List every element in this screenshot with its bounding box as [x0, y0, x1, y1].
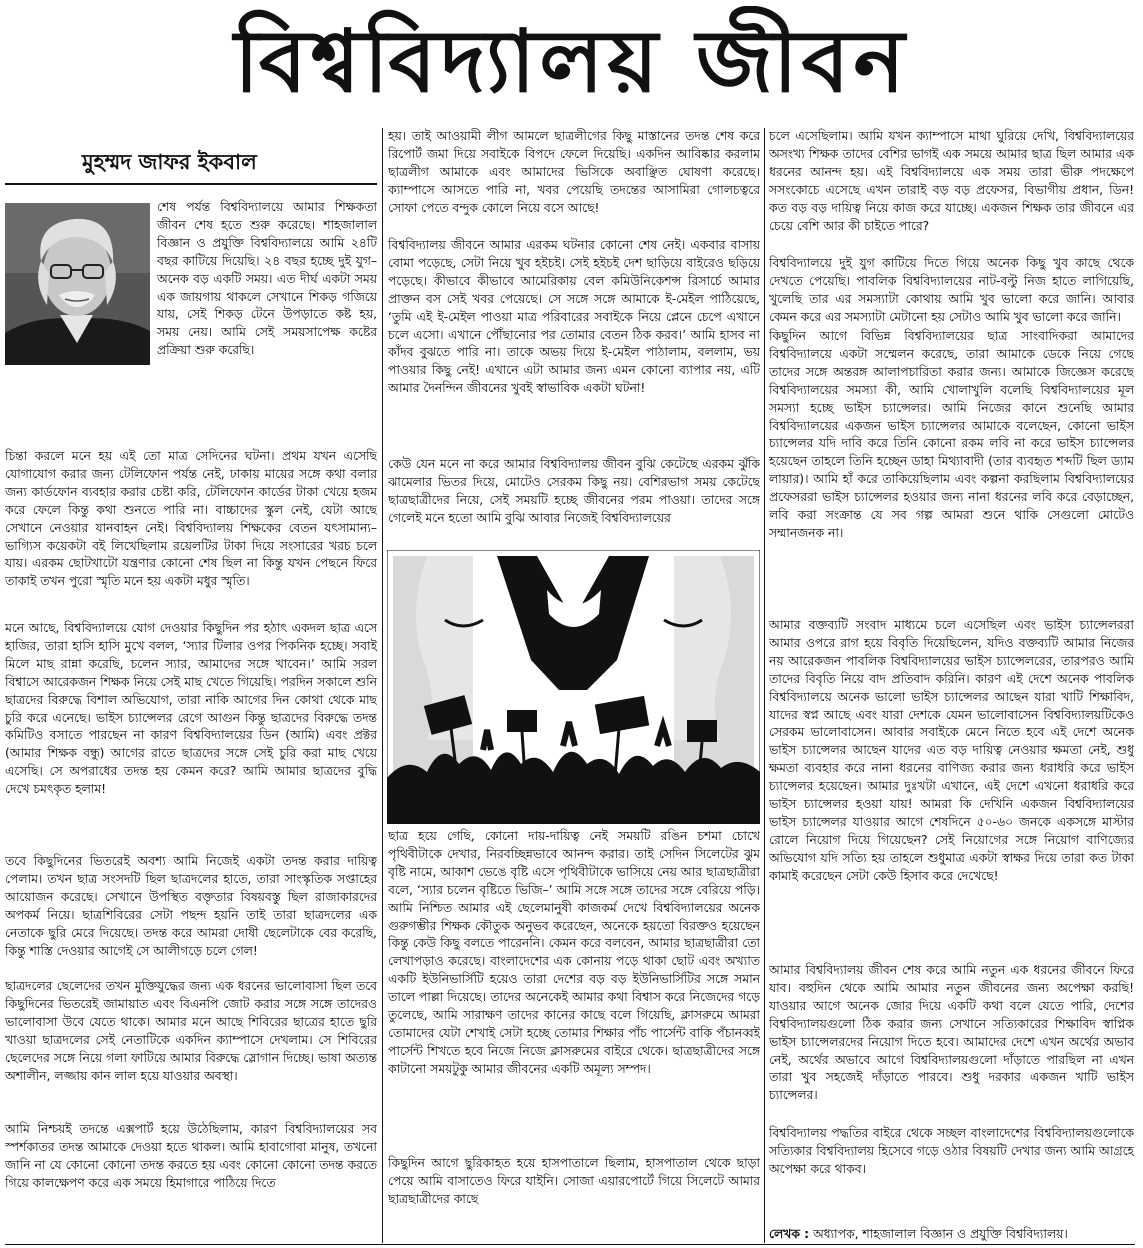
col1-paragraph-2: মনে আছে, বিশ্ববিদ্যালয়ে যোগ দেওয়ার কিছুদিন পর হঠাৎ একদল ছাত্র এসে হাজির, তারা হাসি হাসি মুখে বলল, ‘স্যার টিলার ওপর পিকনিক হচ্ছে। সবাই মিলে মাছ রান্না করেছি, চলেন স্যার, আমাদের সঙ্গে খাবেন।’ আমি সরল বিশ্বাসে আরেকজন শিক্ষক নিয়ে সেই মাছ খেতে গিয়েছি। পরদিন সকালে শুনি ছাত্রদের বিরুদ্ধে বিশাল অভিযোগ, তারা নাকি আগের দিন কোথা থেকে মাছ চুরি করে এনেছে। ভাইস চ্যান্সেলর রেগে আগুন কিন্তু ছাত্রদের বিরুদ্ধে তদন্ত কমিটিও বসাতে পারছেন না কারণ বিশ্ববিদ্যালয়ের ডিন (আমি) এবং প্রক্টর (আমার শিক্ষক বন্ধু) আগের রাতে ছাত্রদের সঙ্গে সেই চুরি করা মাছ খেয়ে এসেছি। সে অপরাধের তদন্ত হয় কেমন করে? আমি আমার ছাত্রদের বুদ্ধি দেখে চমৎকৃত হলাম!: [5, 621, 377, 797]
col1-paragraph-5: আমি নিশ্চয়ই তদন্তে এক্সপার্ট হয়ে উঠেছিলাম, কারণ বিশ্ববিদ্যালয়ের সব স্পর্শকাতর তদন্ত আমাকে দেওয়া হতে থাকল। আমি হাবাগোবা মানুষ, তখনো জানি না যে কোনো কোনো তদন্ত করতে হয় এবং কোনো কোনো তদন্ত করতে গিয়ে কালক্ষেপণ করে এক সময়ে হিমাগারে পাঠিয়ে দিতে: [5, 1122, 377, 1190]
column-divider-2: [764, 128, 765, 1243]
col2-paragraph-1: হয়। তাই আওয়ামী লীগ আমলে ছাত্রলীগের কিছু মাস্তানের তদন্ত শেষ করে রিপোর্ট জমা দিয়ে সবাইকে বিপদে ফেলে দিয়েছি। একদিন আবিষ্কার করলাম ছাত্রলীগ আমাকে এবং আমাদের ভিসিকে অবাঞ্ছিত ঘোষণা করেছে। ক্যাম্পাসে আসতে পারি না, খবর পেয়েছি তদন্তের আসামিরা গোলচত্বরে সোফা পেতে বন্দুক কোলে নিয়ে বসে আছে!: [388, 129, 760, 215]
col1-paragraph-3: তবে কিছুদিনের ভিতরেই অবশ্য আমি নিজেই একটা তদন্ত করার দায়িত্ব পেলাম। তখন ছাত্র সংসদটি ছিল ছাত্রদলের হাতে, তারা সাংস্কৃতিক সপ্তাহের আয়োজন করেছে। সেখানে উপস্থিত বক্তৃতার বিষয়বস্তু ছিল রাজাকারদের অপকর্ম নিয়ে। ছাত্রশিবিরের সেটা পছন্দ হয়নি তাই তারা ছাত্রদলের এক নেতাকে ছুরি মেরে দিয়েছে। তদন্ত করে আমরা দোষী ছেলেটাকে বের করেছি, কিন্তু শাস্তি দেওয়ার আগেই সে আলীগড়ে চলে গেল!: [5, 854, 377, 958]
col1-intro-paragraph: শেষ পর্যন্ত বিশ্ববিদ্যালয়ে আমার শিক্ষকতা জীবন শেষ হতে শুরু করেছে। শাহজালাল বিজ্ঞান ও প্রযুক্তি বিশ্ববিদ্যালয়ে আমি ২৪টি বছর কাটিয়ে দিয়েছি। ২৪ বছর হচ্ছে দুই যুগ– অনেক বড় একটি সময়। এত দীর্ঘ একটা সময় এক জায়গায় থাকলে সেখানে শিকড় গজিয়ে যায়, সেই শিকড় টেনে উপড়াতে কষ্ট হয়, সময় নেয়। আমি সেই সময়সাপেক্ষ কষ্টের প্রক্রিয়া শুরু করেছি।: [157, 200, 377, 358]
byline: মুহম্মদ জাফর ইকবাল: [82, 149, 257, 174]
col2-paragraph-2: বিশ্ববিদ্যালয় জীবনে আমার এরকম ঘটনার কোনো শেষ নেই। একবার বাসায় বোমা পড়েছে, সেটা নিয়ে খুব হইচই। সেই হইচই দেশ ছাড়িয়ে বাইরেও ছড়িয়ে পড়েছে। কীভাবে কীভাবে আমেরিকায় বেল কমিউনিকেশন্স রিসার্চে আমার প্রাক্তন বস সেই খবর পেয়েছে। সে সঙ্গে সঙ্গে আমাকে ই-মেইল পাঠিয়েছে, ‘তুমি এই ই-মেইল পাওয়া মাত্র পরিবারের সবাইকে নিয়ে প্লেনে চেপে এখানে চলে এসো। এখানে পৌঁছানোর পর তোমার বেতন ঠিক করব।’ আমি হাসব না কাঁদব বুঝতে পারি না। তাকে অভয় দিয়ে ই-মেইল পাঠালাম, বললাম, ভয় পাওয়ার কিছু নেই! এখানে এটা আমার জন্য এমন কোনো ব্যাপার নয়, এটি আমার দৈনন্দিন জীবনের খুবই স্বাভাবিক একটা ঘটনা!: [388, 238, 760, 396]
author-note-label: লেখক :: [769, 1227, 810, 1241]
author-note-text: অধ্যাপক, শাহজালাল বিজ্ঞান ও প্রযুক্তি বিশ্ববিদ্যালয়।: [812, 1227, 1068, 1241]
headline: বিশ্ববিদ্যালয় জীবন: [234, 11, 909, 112]
col3-paragraph-1: চলে এসেছিলাম। আমি যখন ক্যাম্পাসে মাথা ঘুরিয়ে দেখি, বিশ্ববিদ্যালয়ের অসংখ্য শিক্ষক তাদের বেশির ভাগই এক সময়ে আমার ছাত্র ছিল আমার এক ধরনের আনন্দ হয়। এই বিশ্ববিদ্যালয়ে এক সময় তারা ভীরু পদক্ষেপে সসংকোচে এসেছে এখন তারাই বড় বড় প্রফেসর, বিভাগীয় প্রধান, ডিন! কত বড় বড় দায়িত্ব নিয়ে কাজ করে যাচ্ছে। একজন শিক্ষক তার জীবনে এর চেয়ে বেশি আর কী চাইতে পারে?: [769, 129, 1134, 233]
col3-paragraph-5: আমার বিশ্ববিদ্যালয় জীবন শেষ করে আমি নতুন এক ধরনের জীবনে ফিরে যাব। বহুদিন থেকে আমি আমার নতুন জীবনের জন্য অপেক্ষা করছি! যাওয়ার আগে অনেক জোর দিয়ে একটি কথা বলে যেতে পারি, দেশের বিশ্ববিদ্যালয়গুলো ঠিক করার জন্য সেখানে সত্যিকারের শিক্ষাবিদ স্বাপ্নিক ভাইস চ্যান্সেলরদের নিয়োগ দিতে হবে। আমাদের দেশে এখন অর্থের অভাব নেই, অর্থের অভাবে আগে বিশ্ববিদ্যালয়গুলো দাঁড়াতে পারছিল না এখন তারা খুব সহজেই দাঁড়াতে পারবে। শুধু দরকার একজন খাটি ভাইস চ্যান্সেলর।: [769, 963, 1134, 1103]
col3-paragraph-3: কিছুদিন আগে বিভিন্ন বিশ্ববিদ্যালয়ের ছাত্র সাংবাদিকরা আমাদের বিশ্ববিদ্যালয়ে একটা সম্মেলন করেছে, তারা আমাকে ডেকে নিয়ে গেছে তাদের সঙ্গে অন্তরঙ্গ আলাপচারিতা করার জন্য। আমাকে জিজ্ঞেস করেছে বিশ্ববিদ্যালয়ের সমস্যা কী, আমি খোলাখুলি বলেছি বিশ্ববিদ্যালয়ের মূল সমস্যা হচ্ছে ভাইস চ্যান্সেলর। আমি নিজের কানে শুনেছি আমার বিশ্ববিদ্যালয়ের একজন ভাইস চ্যান্সেলর আমাকে বলেছেন, কোনো ভাইস চ্যান্সেলর যদি দাবি করে তিনি কোনো রকম লবি না করে ভাইস চ্যান্সেলর হয়েছেন তাহলে তিনি হচ্ছেন ডাহা মিথ্যাবাদী (তার ব্যবহৃত শব্দটি ছিল ড্যাম লায়ার)। আমি হাঁ করে তাকিয়েছিলাম এবং কল্পনা করছিলাম বিশ্ববিদ্যালয়ের প্রফেসররা ভাইস চ্যান্সেলর হওয়ার জন্য নানা ধরনের লবি করে বেড়াচ্ছেন, লবি করা সংক্রান্ত যে সব গল্প আমরা শুনে থাকি সেগুলো মোটেও সম্মানজনক না।: [769, 329, 1134, 540]
col1-paragraph-4: ছাত্রদলের ছেলেদের তখন মুক্তিযুদ্ধের জন্য এক ধরনের ভালোবাসা ছিল তবে কিছুদিনের ভিতরেই জামায়াত এবং বিএনপি জোট করার সঙ্গে সঙ্গে তাদেরও ভালোবাসা উবে যেতে থাকে। আমার মনে আছে শিবিরের ছাত্রের হাতে ছুরি খাওয়া ছাত্রদলের সেই নেতাটিকে একদিন ক্যাম্পাসে দেখলাম। সে শিবিরের ছেলেদের সঙ্গে নিয়ে গলা ফাটিয়ে আমার বিরুদ্ধে স্লোগান দিচ্ছে। ভাষা অত্যন্ত অশালীন, লজ্জায় কান লাল হয়ে যাওয়ার অবস্থা।: [5, 979, 377, 1083]
col2-paragraph-4: ছাত্র হয়ে গেছি, কোনো দায়-দায়িত্ব নেই সময়টি রঙিন চশমা চোখে পৃথিবীটাকে দেখার, নিরবচ্ছিন্নভাবে আনন্দ করার। তাই সেদিন সিলেটের ঝুম বৃষ্টি নামে, আকাশ ভেঙে বৃষ্টি এসে পৃথিবীটাকে ভাসিয়ে নেয় আর ছাত্রছাত্রীরা বলে, ‘স্যার চলেন বৃষ্টিতে ভিজি–’ আমি সঙ্গে সঙ্গে তাদের সঙ্গে বেরিয়ে পড়ি। আমি নিশ্চিত আমার এই ছেলেমানুষী কাজকর্ম দেখে বিশ্ববিদ্যালয়ের অনেক গুরুগম্ভীর শিক্ষক কৌতুক অনুভব করেছেন, অনেকে হয়তো বিরক্তও হয়েছেন কিন্তু কেউ কিছু বলতে পারেননি। কেমন করে বলবেন, আমার ছাত্রছাত্রীরা তো লেখাপড়াও করেছে। বাংলাদেশের এক কোনায় পড়ে থাকা ছোট এবং অখ্যাত একটি ইউনিভার্সিটি হয়েও তারা দেশের বড় বড় ইউনিভার্সিটির সঙ্গে সমান তালে পাল্লা দিয়েছে। তাদের অনেকেই আমার কথা বিশ্বাস করে নিজেদের গড়ে তুলেছে, আমি সারাক্ষণ তাদের কানের কাছে বলে গিয়েছি, ক্লাসরুমে আমরা তোমাদের যেটা শেখাই সেটা হচ্ছে তোমার শিক্ষার পাঁচ পার্সেন্ট বাকি পঁচানব্বই পার্সেন্ট শিখতে হবে নিজে নিজে ক্লাসরুমের বাইরে থেকে। ছাত্রছাত্রীদের সঙ্গে কাটানো সময়টুকু আমার জীবনের একটি অমূল্য সম্পদ।: [388, 829, 760, 1076]
col3-paragraph-2: বিশ্ববিদ্যালয়ে দুই যুগ কাটিয়ে দিতে গিয়ে অনেক কিছু খুব কাছে থেকে দেখতে পেয়েছি। পাবলিক বিশ্ববিদ্যালয়ের নাট-বল্টু নিজ হাতে লাগিয়েছি, খুলেছি তার এর সমস্যাটা কোথায় আমি খুব ভালো করে জানি। আবার কেমন করে এর সমস্যাটা মেটানো হয় সেটাও আমি খুব ভালো করে জানি।: [769, 256, 1134, 324]
protest-illustration: [387, 550, 760, 824]
col3-paragraph-4: আমার বক্তব্যটি সংবাদ মাধ্যমে চলে এসেছিল এবং ভাইস চ্যান্সেলররা আমার ওপরে রাগ হয়ে বিবৃতি দিয়েছিলেন, যদিও বক্তব্যটি আমার নিজের নয় আরেকজন পাবলিক বিশ্ববিদ্যালয়ের ভাইস চ্যান্সেলরের, তারপরও আমি তাদের বিবৃতি নিয়ে বাদ প্রতিবাদ করিনি। কারণ এই দেশে অনেক পাবলিক বিশ্ববিদ্যালয়ে অনেক ভালো ভাইস চ্যান্সেলর আছেন যারা খাটি শিক্ষাবিদ, যাদের স্বপ্ন আছে এবং যারা দেশকে যেমন ভালোবাসেন বিশ্ববিদ্যালয়টিকেও সেরকম ভালোবাসেন। আবার সবাইকে মেনে নিতে হবে এই দেশে অনেক ভাইস চ্যান্সেলর আছেন যাদের এত বড় দায়িত্ব নেওয়ার ক্ষমতা নেই, শুধু ক্ষমতা ব্যবহার করে নানা ধরনের বাণিজ্য করার জন্য ধরাধরি করে ভাইস চ্যান্সেলর হয়েছেন। আমার দুঃখটা এখানে, এই দেশে এখনো ধরাধরি করে ভাইস চ্যান্সেলর হওয়া যায়! আমরা কি দেখিনি একজন বিশ্ববিদ্যালয়ের ভাইস চ্যান্সেলর যাওয়ার আগে শেষদিনে ৫০-৬০ জনকে একসঙ্গে মাস্টার রোলে নিয়োগ দিয়ে গিয়েছেন? সেই নিয়োগের সঙ্গে নিয়োগ বাণিজ্যের অভিযোগ যদি সত্যি হয় তাহলে শুধুমাত্র একটা স্বাক্ষর দিয়ে তারা কত টাকা কামাই করেছেন সেটা কেউ হিসাব করে দেখেছে!: [769, 618, 1134, 883]
author-note: [769, 1224, 1134, 1244]
col3-paragraph-6: বিশ্ববিদ্যালয় পদ্ধতির বাইরে থেকে সচ্ছল বাংলাদেশের বিশ্ববিদ্যালয়গুলোকে সত্যিকার বিশ্ববিদ্যালয় হিসেবে গড়ে ওঠার বিষয়টি দেখার জন্য আমি আগ্রহে অপেক্ষা করে থাকব।: [769, 1126, 1134, 1176]
byline-rule: [5, 183, 377, 185]
column-divider-1: [382, 128, 383, 1243]
col2-paragraph-3: কেউ যেন মনে না করে আমার বিশ্ববিদ্যালয় জীবন বুঝি কেটেছে এরকম ঝুঁকি ঝামেলার ভিতর দিয়ে, মোটেও সেরকম কিছু নয়। বেশিরভাগ সময় কেটেছে ছাত্রছাত্রীদের নিয়ে, সেই সময়টি হচ্ছে জীবনের পরম পাওয়া। তাদের সঙ্গে গেলেই মনে হতো আমি বুঝি আবার নিজেই বিশ্ববিদ্যালয়ের: [388, 457, 760, 525]
page-bottom-rule: [5, 1244, 1135, 1245]
col1-paragraph-1: চিন্তা করলে মনে হয় এই তো মাত্র সেদিনের ঘটনা। প্রথম যখন এসেছি যোগাযোগ করার জন্য টেলিফোন পর্যন্ত নেই, ঢাকায় মায়ের সঙ্গে কথা বলার জন্য কার্ডফোন ব্যবহার করার চেষ্টা করি, টেলিফোন কার্ডের টাকা খেয়ে হজম করে ফেলে কিন্তু কথা শুনতে পারি না। বাচ্চাদের স্কুল নেই, যেটা আছে সেখানে নেওয়ার যানবাহন নেই। বিশ্ববিদ্যালয় শিক্ষকের বেতন যৎসামান্য– ভাগ্যিস কয়েকটা বই লিখেছিলাম রয়েলটির টাকা দিয়ে সংসারের খরচ চলে যায়। এরকম ছোটখাটো যন্ত্রণার কোনো শেষ ছিল না কিন্তু যখন পেছনে ফিরে তাকাই তখন পুরো স্মৃতি মনে হয় একটা মধুর স্মৃতি।: [5, 449, 377, 589]
col2-paragraph-5: কিছুদিন আগে ছুরিকাহত হয়ে হাসপাতালে ছিলাম, হাসপাতাল থেকে ছাড়া পেয়ে আমি বাসাতেও ফিরে যাইনি। সোজা এয়ারপোর্টে গিয়ে সিলেটে আমার ছাত্রছাত্রীদের কাছে: [388, 1156, 760, 1206]
